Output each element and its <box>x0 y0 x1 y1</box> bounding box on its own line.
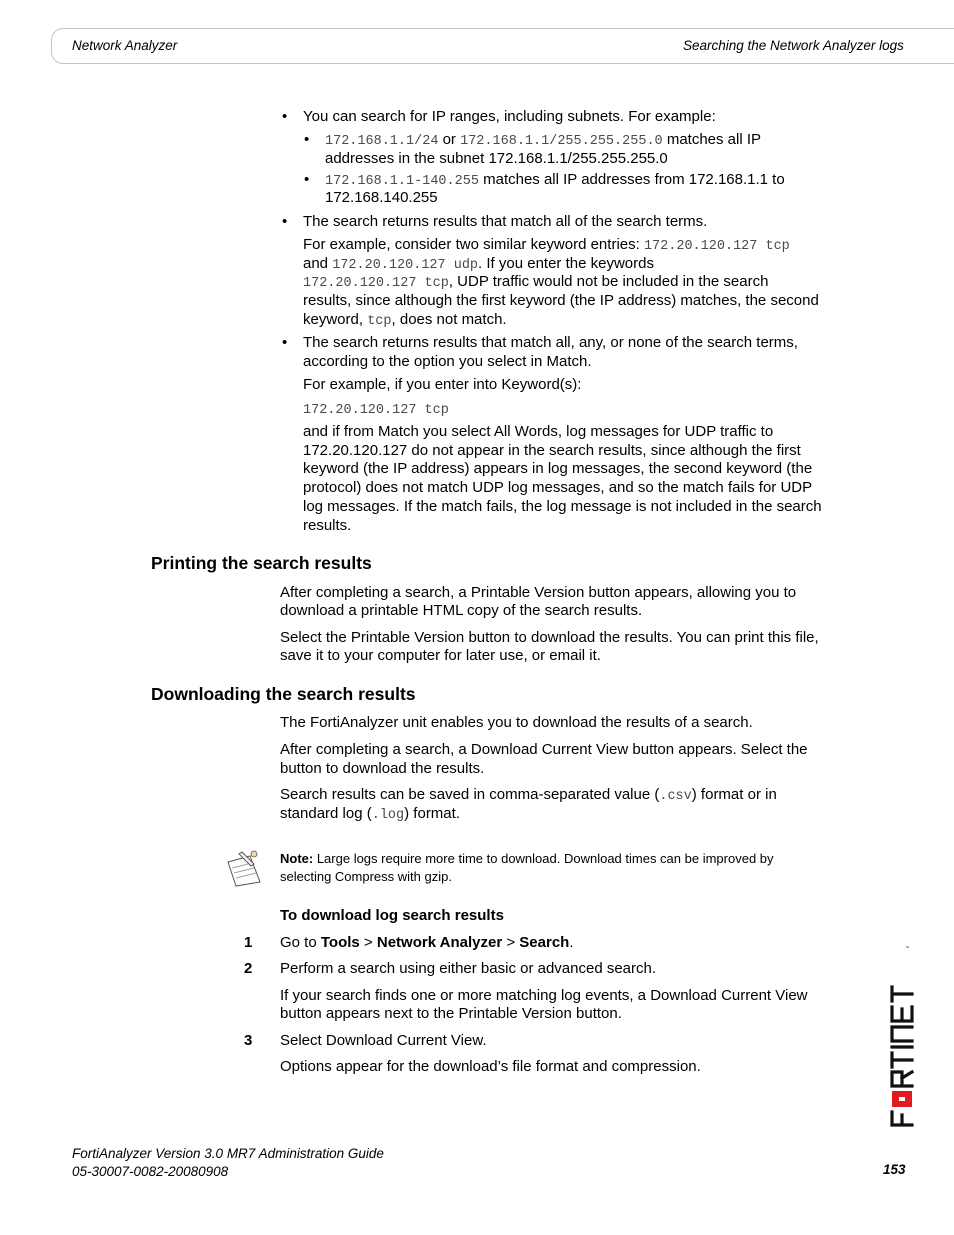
step-number: 2 <box>244 960 253 977</box>
step-text: Select Download Current View. <box>280 1032 487 1049</box>
paragraph-line: 172.20.120.127 do not appear in the search results, since although the first <box>303 442 801 459</box>
code-snippet: 172.20.120.127 udp <box>332 258 479 273</box>
paragraph-line: download a printable HTML copy of the search results. <box>280 602 643 619</box>
bullet-text: The search returns results that match all of the search terms. <box>303 213 708 230</box>
paragraph-line: log messages. If the match fails, the log message is not included in the search <box>303 498 822 515</box>
paragraph-line: 172.20.120.127 tcp, UDP traffic would not be included in the search <box>303 273 769 291</box>
code-snippet: 172.20.120.127 tcp <box>303 276 449 291</box>
menu-path-network-analyzer: Network Analyzer <box>376 934 503 951</box>
paragraph-line: button appears next to the Printable Version button. <box>280 1005 622 1022</box>
bullet-dot: • <box>282 108 288 125</box>
footer-doc-number: 05-30007-0082-20080908 <box>72 1164 229 1179</box>
page-header <box>51 28 954 64</box>
fortinet-logo <box>886 940 916 1130</box>
section-heading: Printing the search results <box>151 553 372 573</box>
step-text: Perform a search using either basic or advanced search. <box>280 960 657 977</box>
step-number: 3 <box>244 1032 253 1049</box>
bullet-text: You can search for IP ranges, including subnets. For example: <box>303 108 716 125</box>
sub-bullet-text: addresses in the subnet 172.168.1.1/255.255.255.0 <box>325 150 668 167</box>
bullet-text: according to the option you select in Match. <box>303 353 592 370</box>
header-topic-title: Searching the Network Analyzer logs <box>683 38 904 53</box>
paragraph-line: standard log (.log) format. <box>280 805 460 823</box>
paragraph-line: The FortiAnalyzer unit enables you to download the results of a search. <box>280 714 753 731</box>
bullet-dot: • <box>304 171 310 188</box>
sub-bullet-text: 172.168.1.1/24 or 172.168.1.1/255.255.255.0 matches all IP <box>325 131 762 149</box>
code-snippet: 172.20.120.127 tcp <box>303 403 449 418</box>
sub-bullet-text: 172.168.1.1-140.255 matches all IP addresses from 172.168.1.1 to <box>325 171 785 189</box>
bullet-dot: • <box>282 334 288 351</box>
step-number: 1 <box>244 934 253 951</box>
paragraph-line: and if from Match you select All Words, log messages for UDP traffic to <box>303 423 774 440</box>
code-snippet: .csv <box>659 789 692 804</box>
code-snippet: 172.168.1.1/24 <box>325 134 439 149</box>
footer-title: FortiAnalyzer Version 3.0 MR7 Administration Guide <box>72 1146 384 1161</box>
paragraph-line: keyword (the IP address) appears in log messages, the second keyword (the <box>303 460 813 477</box>
code-snippet: 172.20.120.127 tcp <box>643 239 790 254</box>
note-pad-icon <box>224 848 264 888</box>
paragraph-line: protocol) does not match UDP log messages, and so the match fails for UDP <box>303 479 813 496</box>
paragraph-line: For example, if you enter into Keyword(s): <box>303 376 582 393</box>
bullet-text: The search returns results that match all, any, or none of the search terms, <box>303 334 798 351</box>
paragraph-line: save it to your computer for later use, or email it. <box>280 647 601 664</box>
note-text: selecting Compress with gzip. <box>280 869 452 884</box>
sub-bullet-text: 172.168.140.255 <box>325 189 438 206</box>
svg-text:™: ™ <box>905 945 909 950</box>
note-box <box>280 850 840 886</box>
paragraph-line: Select the Printable Version button to download the results. You can print this file, <box>280 629 819 646</box>
paragraph-line: After completing a search, a Download Current View button appears. Select the <box>280 741 808 758</box>
note-label: Note: <box>280 851 314 866</box>
code-snippet: .log <box>371 808 405 823</box>
paragraph-line: results, since although the first keyword (the IP address) matches, the second <box>303 292 819 309</box>
paragraph-line: For example, consider two similar keyword entries: 172.20.120.127 tcp <box>303 236 790 254</box>
menu-path-tools: Tools <box>320 934 360 951</box>
note-text: Large logs require more time to download. Download times can be improved by <box>313 851 774 866</box>
page-number: 153 <box>883 1162 906 1177</box>
section-heading: Downloading the search results <box>151 684 416 704</box>
paragraph-line: results. <box>303 517 352 534</box>
code-snippet: tcp <box>367 314 392 329</box>
bullet-dot: • <box>304 131 310 148</box>
code-snippet: 172.168.1.1/255.255.255.0 <box>460 134 663 149</box>
paragraph-line: and 172.20.120.127 udp. If you enter the keywords <box>303 255 654 273</box>
step-text: Go to Tools > Network Analyzer > Search. <box>280 934 574 951</box>
procedure-title: To download log search results <box>280 907 504 924</box>
paragraph-line: If your search finds one or more matching log events, a Download Current View <box>280 987 808 1004</box>
footer-doc-info <box>72 1145 384 1181</box>
header-section-title: Network Analyzer <box>72 38 178 53</box>
code-example <box>303 399 449 420</box>
menu-path-search: Search <box>519 934 570 951</box>
paragraph-line: Search results can be saved in comma-separated value (.csv) format or in <box>280 786 777 804</box>
bullet-dot: • <box>282 213 288 230</box>
paragraph-line: Options appear for the download’s file format and compression. <box>280 1058 701 1075</box>
code-snippet: 172.168.1.1-140.255 <box>325 174 479 189</box>
paragraph-line: keyword, tcp, does not match. <box>303 311 507 329</box>
paragraph-line: After completing a search, a Printable Version button appears, allowing you to <box>280 584 797 601</box>
paragraph-line: button to download the results. <box>280 760 485 777</box>
